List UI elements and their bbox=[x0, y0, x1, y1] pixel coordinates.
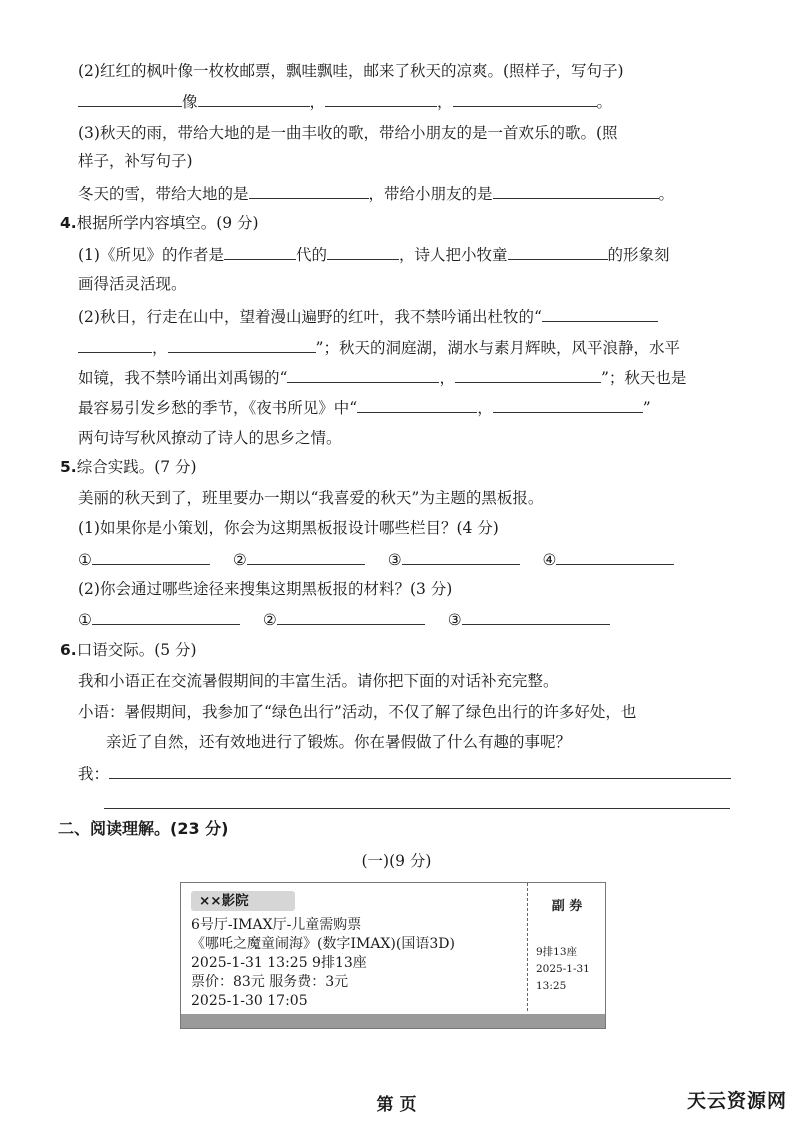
answer-blank[interactable] bbox=[249, 182, 369, 199]
watermark: 天云资源网 bbox=[686, 1090, 787, 1112]
cinema-name: ××影院 bbox=[191, 891, 295, 911]
q5-item1: (1)如果你是小策划，你会为这期黑板报设计哪些栏目？(4 分) bbox=[78, 519, 499, 537]
ticket-bottom-bar bbox=[181, 1014, 605, 1028]
answer-blank[interactable] bbox=[542, 305, 658, 322]
q5-item2-answers: ① ② ③ bbox=[78, 608, 735, 631]
question-4-heading: 4.根据所学内容填空。(9 分) bbox=[60, 214, 259, 232]
answer-blank[interactable] bbox=[78, 90, 182, 107]
q4-item1-row-cont: 画得活灵活现。 bbox=[78, 275, 187, 293]
ticket-hall: 6号厅-IMAX厅-儿童需购票 bbox=[191, 917, 362, 933]
q3-item2-answer-row: 像 ， ， 。 bbox=[78, 90, 735, 113]
q4-item2-row2: ， ”；秋天的洞庭湖，湖水与素月辉映，风平浪静，水平 bbox=[78, 336, 735, 359]
question-5-heading: 5.综合实践。(7 分) bbox=[60, 458, 197, 476]
q5-intro: 美丽的秋天到了，班里要办一期以“我喜爱的秋天”为主题的黑板报。 bbox=[78, 489, 544, 507]
answer-blank[interactable] bbox=[493, 182, 659, 199]
answer-line[interactable] bbox=[104, 808, 730, 809]
ticket-issue-time: 2025-1-30 17:05 bbox=[191, 993, 308, 1009]
answer-blank[interactable] bbox=[357, 396, 477, 413]
q3-item2-prompt: (2)红红的枫叶像一枚枚邮票，飘哇飘哇，邮来了秋天的凉爽。(照样子，写句子) bbox=[78, 62, 624, 80]
answer-line[interactable] bbox=[109, 762, 731, 779]
stub-seat: 9排13座 bbox=[536, 946, 578, 958]
ticket-main-section bbox=[181, 883, 526, 1011]
q6-me-row: 我： bbox=[78, 762, 735, 785]
stub-date: 2025-1-31 bbox=[536, 963, 590, 975]
q3-item3-prompt: (3)秋天的雨，带给大地的是一曲丰收的歌，带给小朋友的是一首欢乐的歌。(照 bbox=[78, 124, 618, 142]
answer-blank[interactable] bbox=[402, 548, 520, 565]
q4-item2-row4: 最容易引发乡愁的季节，《夜书所见》中“ ， ” bbox=[78, 396, 735, 419]
page-number-label: 第 页 bbox=[376, 1095, 417, 1115]
answer-blank[interactable] bbox=[224, 243, 296, 260]
answer-blank[interactable] bbox=[92, 548, 210, 565]
ticket-price: 票价：83元 服务费：3元 bbox=[191, 974, 349, 990]
q6-xiaoyu-line1: 小语：暑假期间，我参加了“绿色出行”活动，不仅了解了绿色出行的许多好处，也 bbox=[78, 703, 637, 721]
ticket-showtime-seat: 2025-1-31 13:25 9排13座 bbox=[191, 955, 367, 971]
q4-item1-row: (1)《所见》的作者是 代的 ，诗人把小牧童 的形象刻 bbox=[78, 243, 735, 266]
stub-title: 副 券 bbox=[551, 899, 583, 914]
answer-blank[interactable] bbox=[92, 608, 240, 625]
q4-item2-row3: 如镜，我不禁吟诵出刘禹锡的“ ， ”；秋天也是 bbox=[78, 366, 735, 389]
q6-intro: 我和小语正在交流暑假期间的丰富生活。请你把下面的对话补充完整。 bbox=[78, 672, 559, 690]
answer-blank[interactable] bbox=[508, 243, 608, 260]
answer-blank[interactable] bbox=[453, 90, 597, 107]
answer-blank[interactable] bbox=[277, 608, 425, 625]
answer-blank[interactable] bbox=[327, 243, 399, 260]
reading-part1-heading: (一)(9 分) bbox=[361, 852, 432, 870]
answer-blank[interactable] bbox=[556, 548, 674, 565]
answer-blank[interactable] bbox=[493, 396, 643, 413]
answer-blank[interactable] bbox=[247, 548, 365, 565]
q3-item3-answer-row: 冬天的雪，带给大地的是 ，带给小朋友的是 。 bbox=[78, 182, 735, 205]
question-6-heading: 6.口语交际。(5 分) bbox=[60, 641, 197, 659]
movie-ticket bbox=[180, 882, 606, 1029]
ticket-stub bbox=[527, 883, 606, 1011]
answer-blank[interactable] bbox=[455, 366, 601, 383]
q5-item2: (2)你会通过哪些途径来搜集这期黑板报的材料？(3 分) bbox=[78, 580, 453, 598]
answer-blank[interactable] bbox=[78, 336, 152, 353]
ticket-movie-title: 《哪吒之魔童闹海》(数字IMAX)(国语3D) bbox=[191, 936, 455, 952]
answer-blank[interactable] bbox=[462, 608, 610, 625]
section-2-heading: 二、阅读理解。(23 分) bbox=[58, 819, 229, 838]
answer-blank[interactable] bbox=[168, 336, 316, 353]
stub-time: 13:25 bbox=[536, 980, 567, 992]
q3-item3-prompt-cont: 样子，补写句子) bbox=[78, 152, 193, 170]
q4-item2-row5: 两句诗写秋风撩动了诗人的思乡之情。 bbox=[78, 429, 342, 447]
q4-item2-row1: (2)秋日，行走在山中，望着漫山遍野的红叶，我不禁吟诵出杜牧的“ bbox=[78, 305, 735, 328]
answer-blank[interactable] bbox=[287, 366, 439, 383]
answer-blank[interactable] bbox=[198, 90, 310, 107]
answer-blank[interactable] bbox=[325, 90, 437, 107]
q5-item1-answers: ① ② ③ ④ bbox=[78, 548, 735, 571]
q6-xiaoyu-line2: 亲近了自然，还有效地进行了锻炼。你在暑假做了什么有趣的事呢？ bbox=[106, 733, 572, 751]
